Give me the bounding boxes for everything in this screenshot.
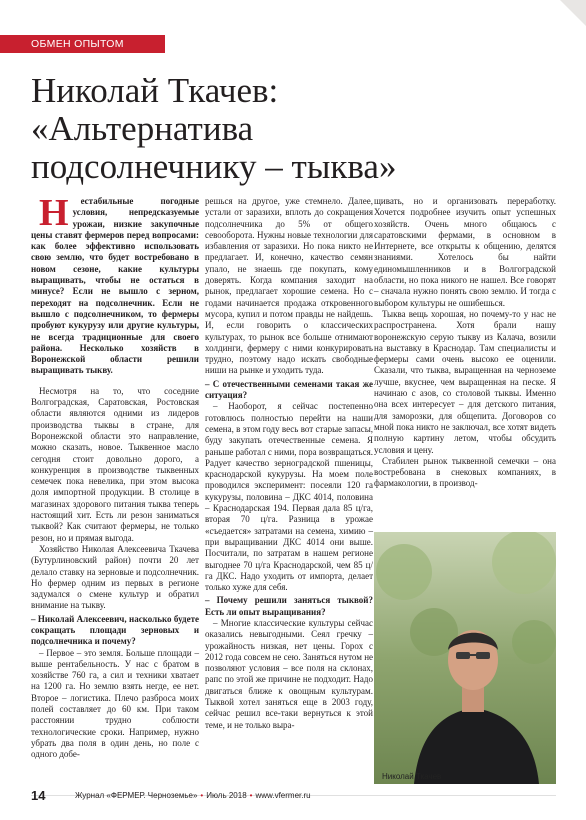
portrait-photo (374, 532, 556, 784)
title-line: «Альтернатива (31, 109, 254, 148)
rubric-label: ОБМЕН ОПЫТОМ (31, 38, 124, 50)
page-corner (560, 0, 586, 26)
body-paragraph: Хозяйство Николая Алексеевича Ткачева (Бутурлиновский район) почти 20 лет делало ставку на зерновые и подсолнечник. Но фермер одним из первых в регионе задумался о смене культур и обратил внимание на тыкву. (31, 543, 199, 611)
article-title (31, 72, 556, 186)
body-paragraph: – Первое – это земля. Больше площади – выше рентабельность. У нас с братом в хозяйстве 760 га, а сил и техники хватает на 1200 га. Но землю взять негде, ее нет. Второе – логистика. Плечо разброса моих полей составляет до 60 км. При таком расстоянии трудно соблюсти технологические сроки. Например, нужно убрать два поля в один день, но поле с одного добе- (31, 647, 199, 760)
body-paragraph: Стабилен рынок тыквенной семечки – она востребована в снековых компаниях, в фармакологии, в производ- (374, 455, 556, 489)
issue-date: Июль 2018 (206, 791, 247, 800)
column-1 (31, 192, 199, 761)
footer-info: Журнал «ФЕРМЕР. Черноземье» • Июль 2018 • www.vfermer.ru (75, 791, 311, 800)
title-line: Николай Ткачев: (31, 71, 279, 110)
lead-paragraph (31, 192, 199, 377)
body-paragraph: Тыква вещь хорошая, но почему-то у нас не распространена. Хотя брали нашу воронежскую серую тыкву из Калача, возили на выставку в Краснодар. Там специалисты и фермеры сами очень высоко ее оценили. Сказали, что тыква, выращенная на черноземе лучше, вкуснее, чем выращенная на песке. Я начинаю с азов, со столовой тыквы. Именно она всех интересует – для детского питания, для заморозки, для общепита. Договоров со мной пока никто не заключал, все хотят видеть полную картину летом, чтобы обсудить условия и цену. (374, 308, 556, 455)
title-line: подсолнечнику – тыква» (31, 147, 397, 186)
body-paragraph: щивать, но и организовать переработку. Хочется подробнее изучить опыт успешных хозяйств. Очень много общаюсь с саратовскими фермами, в основном в Интернете, все открыты к общению, делятся знаниями. Хотелось бы найти единомышленников и в Волгоградской области, но пока никого не нашел. Все говорят – сначала нужно понять свою землю. И тогда с выбором культуры не ошибешься. (374, 196, 556, 308)
body-paragraph: решься на другое, уже стемнело. Далее, устали от заразихи, вплоть до сокращения подсолнечника до 5% от общего севооборота. Нужны новые технологии для избавления от заразихи. Но пока никто не предлагает. И, конечно, качество семян упало, не знаешь где покупать, кому доверять. Когда компания заходит на рынок, предлагает хорошие семена. Но с годами начинается продажа откровенного мусора, купил и потом правды не найдешь. И, если говорить о классических культурах, то рынок все больше отнимают холдинги, фермеру с ними конкурировать трудно, поэтому надо искать свободные ниши на рынке и уходить туда. (205, 196, 373, 376)
page-number: 14 (31, 788, 46, 803)
body-paragraph: – Многие классические культуры сейчас оказались невыгодными. Сеял гречку – урожайность низкая, нет цены. Горох с 2012 года совсем не сею. Заняться нутом не позволяют условия – все поля на склонах, рапс по этой же причине не подходит. Надо двигаться ближе к овощным культурам. Тыквой хотел заняться еще в 2003 году, сейчас решил все-таки вернуться к этой теме, и не только выра- (205, 617, 373, 730)
drop-cap: Н (39, 192, 69, 234)
website-link[interactable]: www.vfermer.ru (255, 791, 311, 800)
photo-caption: Николай Ткачев (382, 772, 442, 781)
body-paragraph: – Наоборот, я сейчас постепенно готовлюсь полностью перейти на наши семена, в этом году весь вот старые запасы, буду закупать отечественные семена. Я раньше работал с ними, пора возвращаться. Радует качество зерноградской пшеницы, краснодарской кукурузы. На моем поле проводился эксперимент: посеяли 120 га кукурузы, половина – ДКС 4014, половина – Краснодарская 194. Первая дала 85 ц/га, вторая 70 ц/га. Разница в урожае «съедается» затратами на семена, химию – при выращивании ДКС 4014 они выше. Посчитали, по затратам в нашем регионе выгоднее 70 ц/га Краснодарской, чем 85 ц/га ДКС. Надо уходить от импорта, делает только хуже для себя. (205, 401, 373, 593)
body-paragraph: Несмотря на то, что соседние Волгоградская, Саратовская, Ростовская области являются одними из лидеров производства тыквы в стране, для Воронежской области это направление, можно сказать, новое. Тыквенное масло сегодня стоит довольно дорого, а конкуренция в производстве тыквенных семечек пока невелика, при этом высока доля импортной продукции. В столице в магазинах здорового питания тыква теперь настоящий хит. Есть ли резон заниматься тыквой? Как считают фермеры, не только резон, но и прямая выгода. (31, 385, 199, 543)
interview-question: – С отечественными семенами такая же ситуация? (205, 378, 373, 401)
column-3 (374, 196, 556, 490)
column-2 (205, 196, 373, 731)
portrait-illustration (374, 532, 556, 784)
magazine-name: Журнал «ФЕРМЕР. Черноземье» (75, 791, 198, 800)
lead-text: естабильные погодные условия, непредсказуемые урожаи, низкие закупочные цены ставят фермеров перед вопросами: как более эффективно использовать свою землю, что будет востребовано в новом сезоне, какие культуры выращивать, чтобы не остаться в минусе? Если не вышло с зерном, переходят на подсолнечник. Если не вышло с подсолнечником, то фермеры пробуют кукурузу или другие культуры, не всегда традиционные для своего района. Несколько хозяйств в Воронежской области решили выращивать тыкву. (31, 196, 199, 376)
interview-question: – Николай Алексеевич, насколько будете сокращать площади зерновых и подсолнечника и почему? (31, 613, 199, 647)
interview-question: – Почему решили заняться тыквой? Есть ли опыт выращивания? (205, 595, 373, 617)
